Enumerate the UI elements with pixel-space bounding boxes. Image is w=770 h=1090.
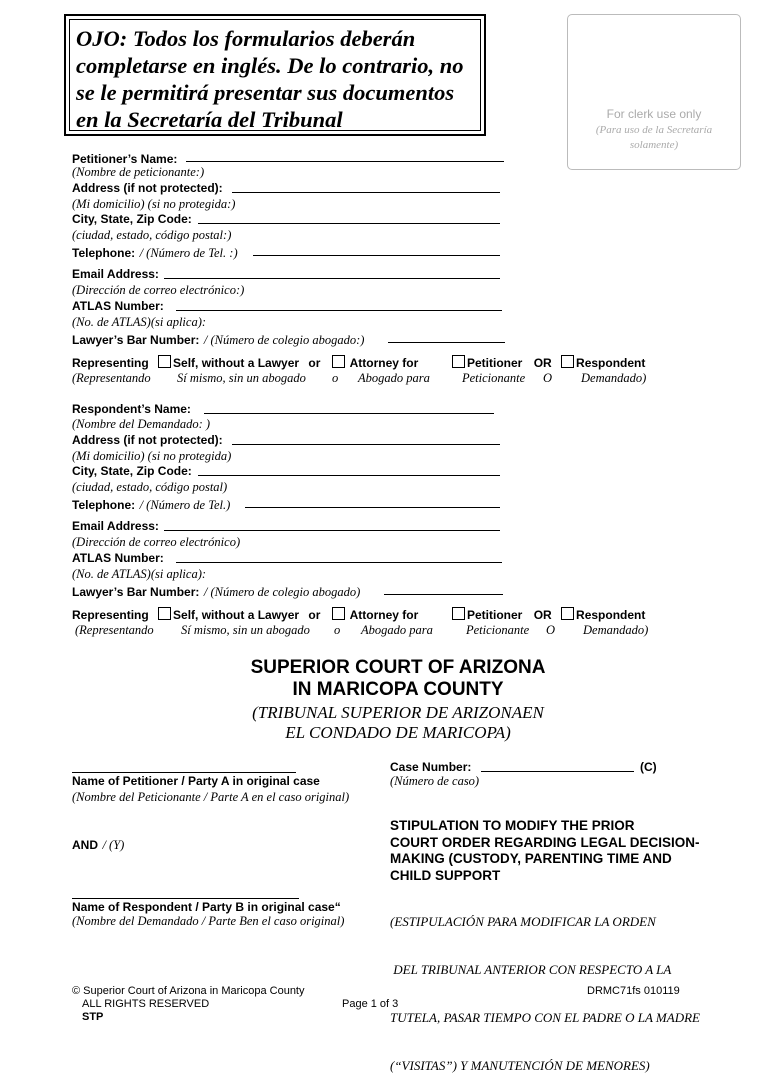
and-label: AND (72, 838, 98, 852)
respondent-email-label: Email Address: (72, 519, 159, 533)
petitioner-checkbox[interactable] (452, 607, 465, 620)
petitioner-address-es: (Mi domicilio) (si no protegida:) (72, 197, 236, 211)
respondent-label: Respondent (576, 356, 646, 370)
attorney-checkbox[interactable] (332, 607, 345, 620)
warning-line: se le permitirá presentar sus documentos (76, 80, 455, 105)
petitioner-bar-field[interactable] (388, 330, 505, 343)
petitioner-bar-label: Lawyer’s Bar Number: (72, 333, 200, 347)
petitioner-label: Petitioner (467, 356, 523, 370)
stipulation-line: STIPULATION TO MODIFY THE PRIOR (390, 818, 635, 833)
petitioner-party-field[interactable] (72, 760, 296, 773)
respondent-bar-label: Lawyer’s Bar Number: (72, 585, 200, 599)
petitioner-name-field[interactable] (186, 149, 504, 162)
respondent-party-es: (Nombre del Demandado / Parte Ben el caso original) (72, 914, 345, 928)
attorney-label: Attorney for (349, 608, 419, 622)
case-number-suffix: (C) (640, 760, 657, 774)
representing-party-row-1 (452, 355, 645, 370)
respondent-label: Respondent (576, 608, 646, 622)
court-title-2: IN MARICOPA COUNTY (292, 679, 504, 700)
petitioner-party-label: Name of Petitioner / Party A in original case (72, 774, 320, 788)
petitioner-es: Peticionante (462, 371, 526, 385)
petitioner-party-es: (Nombre del Peticionante / Parte A en el caso original) (72, 790, 350, 804)
representing-es: (Representando (75, 623, 154, 637)
warning-line: completarse en inglés. De lo contrario, no (76, 53, 464, 78)
respondent-checkbox[interactable] (561, 607, 574, 620)
respondent-phone-es: / (Número de Tel.) (139, 498, 231, 512)
or-label: OR (533, 608, 552, 622)
case-number-field[interactable] (481, 759, 634, 772)
petitioner-city-label: City, State, Zip Code: (72, 212, 192, 226)
petitioner-email-field[interactable] (164, 266, 500, 279)
warning-line: OJO: Todos los formularios deberán (76, 26, 416, 51)
respondent-email-field[interactable] (164, 518, 500, 531)
clerk-label-es: (Para uso de la Secretaría (595, 124, 713, 136)
representing-label: Representing (72, 608, 149, 622)
petitioner-address-field[interactable] (232, 180, 500, 193)
case-number-label: Case Number: (390, 760, 472, 774)
self-es: Sí mismo, sin un abogado (177, 371, 306, 385)
respondent-atlas-label: ATLAS Number: (72, 551, 164, 565)
or-es: o (334, 623, 341, 637)
or2-es: O (543, 371, 553, 385)
court-title-es-2: EL CONDADO DE MARICOPA) (285, 723, 511, 742)
respondent-bar-field[interactable] (384, 582, 503, 595)
respondent-es: Demandado) (583, 623, 649, 637)
or-label: or (308, 356, 321, 370)
petitioner-atlas-es: (No. de ATLAS)(si aplica): (72, 315, 207, 329)
respondent-phone-label: Telephone: (72, 498, 136, 512)
attorney-checkbox[interactable] (332, 355, 345, 368)
footer-code: STP (82, 1011, 104, 1023)
representing-party-row-2 (452, 607, 645, 622)
self-es: Sí mismo, sin un abogado (181, 623, 310, 637)
or-label: or (308, 608, 321, 622)
petitioner-city-es: (ciudad, estado, código postal:) (72, 228, 232, 242)
footer-copyright: © Superior Court of Arizona in Maricopa County (72, 985, 305, 997)
footer-page: Page 1 of 3 (342, 998, 399, 1010)
respondent-address-label: Address (if not protected): (72, 433, 223, 447)
respondent-city-field[interactable] (198, 463, 500, 476)
representing-label: Representing (72, 356, 149, 370)
spanish-warning-box (64, 14, 486, 136)
petitioner-es: Peticionante (466, 623, 530, 637)
respondent-name-field[interactable] (204, 401, 494, 414)
stipulation-es-line: DEL TRIBUNAL ANTERIOR CON RESPECTO A LA (390, 962, 672, 977)
case-number-es: (Número de caso) (390, 774, 480, 788)
respondent-address-es: (Mi domicilio) (si no protegida) (72, 449, 232, 463)
petitioner-bar-es: / (Número de colegio abogado:) (203, 333, 365, 347)
stipulation-title (390, 818, 700, 884)
petitioner-email-es: (Dirección de correo electrónico:) (72, 283, 245, 297)
petitioner-label: Petitioner (467, 608, 523, 622)
representing-row-1 (72, 355, 418, 370)
petitioner-email-label: Email Address: (72, 267, 159, 281)
clerk-label-es-2: solamente) (629, 139, 679, 151)
petitioner-phone-label: Telephone: (72, 246, 136, 260)
self-checkbox[interactable] (158, 355, 171, 368)
respondent-es: Demandado) (581, 371, 647, 385)
attorney-es: Abogado para (358, 371, 430, 385)
respondent-address-field[interactable] (232, 432, 500, 445)
respondent-bar-es: / (Número de colegio abogado) (203, 585, 361, 599)
self-label: Self, without a Lawyer (173, 356, 300, 370)
court-title-es-1: (TRIBUNAL SUPERIOR DE ARIZONAEN (252, 703, 544, 722)
footer-form-id: DRMC71fs 010119 (587, 985, 680, 997)
petitioner-address-label: Address (if not protected): (72, 181, 223, 195)
respondent-atlas-es: (No. de ATLAS)(si aplica): (72, 567, 207, 581)
or-es: o (332, 371, 339, 385)
respondent-party-field[interactable] (72, 886, 299, 899)
petitioner-phone-es: / (Número de Tel. :) (139, 246, 238, 260)
respondent-city-label: City, State, Zip Code: (72, 464, 192, 478)
respondent-name-es: (Nombre del Demandado: ) (72, 417, 211, 431)
and-es: / (Y) (102, 838, 125, 852)
petitioner-atlas-field[interactable] (176, 298, 502, 311)
attorney-label: Attorney for (349, 356, 419, 370)
footer-rights: ALL RIGHTS RESERVED (82, 998, 210, 1010)
court-title-1: SUPERIOR COURT OF ARIZONA (250, 657, 546, 678)
stipulation-line: COURT ORDER REGARDING LEGAL DECISION- (390, 834, 700, 850)
stipulation-es-line: (“VISITAS”) Y MANUTENCIÓN DE MENORES) (390, 1058, 650, 1073)
respondent-name-label: Respondent’s Name: (72, 402, 191, 416)
or2-es: O (546, 623, 556, 637)
respondent-atlas-field[interactable] (176, 550, 502, 563)
petitioner-name-label: Petitioner’s Name: (72, 152, 178, 166)
petitioner-name-es: (Nombre de peticionante:) (72, 165, 205, 179)
petitioner-atlas-label: ATLAS Number: (72, 299, 164, 313)
stipulation-es-line: (ESTIPULACIÓN PARA MODIFICAR LA ORDEN (390, 914, 656, 929)
respondent-city-es: (ciudad, estado, código postal) (72, 480, 228, 494)
clerk-use-box (567, 14, 741, 170)
self-checkbox[interactable] (158, 607, 171, 620)
stipulation-line: CHILD SUPPORT (390, 867, 501, 883)
stipulation-line: MAKING (CUSTODY, PARENTING TIME AND (390, 851, 672, 866)
stipulation-es-line: TUTELA, PASAR TIEMPO CON EL PADRE O LA MADRE (390, 1010, 700, 1025)
representing-es: (Representando (72, 371, 151, 385)
petitioner-phone-field[interactable] (253, 243, 500, 256)
attorney-es: Abogado para (361, 623, 433, 637)
representing-row-2 (72, 607, 418, 622)
respondent-party-label: Name of Respondent / Party B in original case“ (72, 900, 341, 914)
respondent-checkbox[interactable] (561, 355, 574, 368)
self-label: Self, without a Lawyer (173, 608, 300, 622)
clerk-label: For clerk use only (606, 107, 702, 121)
petitioner-city-field[interactable] (198, 211, 500, 224)
respondent-email-es: (Dirección de correo electrónico) (72, 535, 241, 549)
petitioner-checkbox[interactable] (452, 355, 465, 368)
warning-line: en la Secretaría del Tribunal (76, 107, 343, 132)
respondent-phone-field[interactable] (245, 495, 500, 508)
or-label: OR (533, 356, 552, 370)
